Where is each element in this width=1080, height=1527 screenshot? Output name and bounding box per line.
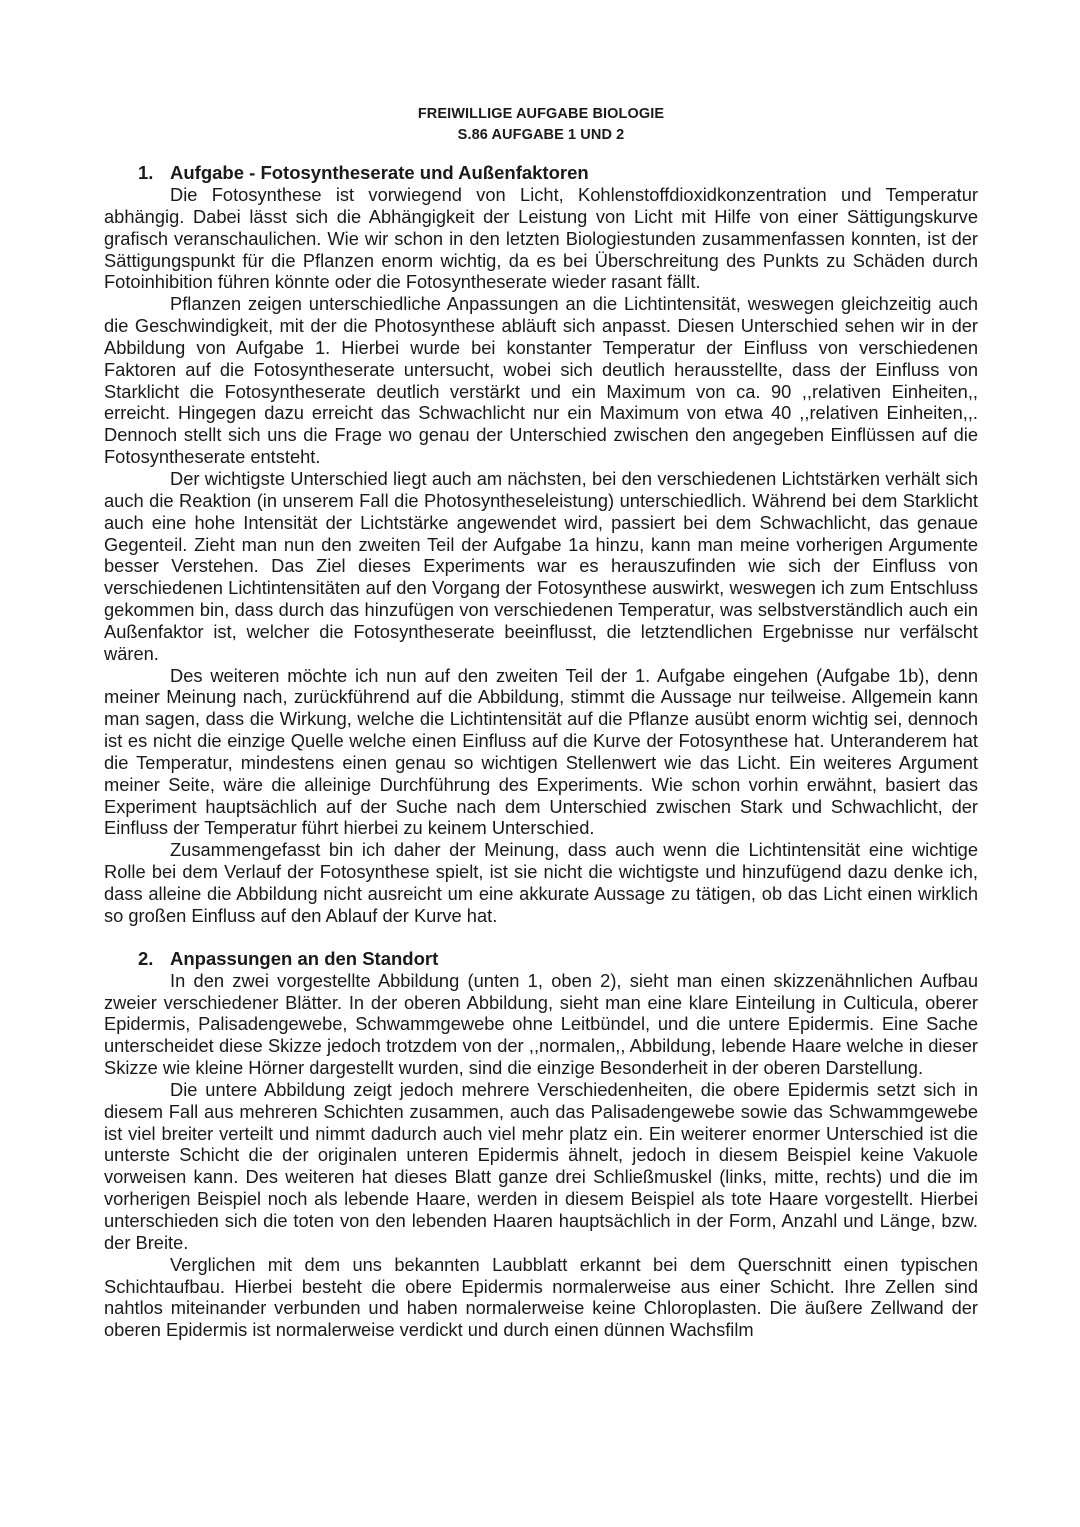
section-1-paragraph-3: Der wichtigste Unterschied liegt auch am nächsten, bei den verschiedenen Lichtstärken verhält sich auch die Reaktion (in unserem Fall die Photosyntheseleistung) unterschiedlich. Während bei dem Starklicht auch eine hohe Intensität der Lichtstärke angewendet wird, passiert bei dem Schwachlicht, das genaue Gegenteil. Zieht man nun den zweiten Teil der Aufgabe 1a hinzu, kann man meine vorherigen Argumente besser Verstehen. Das Ziel dieses Experiments war es herauszufinden wie sich der Einfluss von verschiedenen Lichtintensitäten auf den Vorgang der Fotosynthese auswirkt, weswegen ich zum Entschluss gekommen bin, dass durch das hinzufügen von verschiedenen Temperatur, was selbstverständlich auch ein Außenfaktor ist, welcher die Fotosyntheserate beeinflusst, die letztendlichen Ergebnisse nur verfälscht wären. [104,467,978,664]
section-2-heading [104,948,978,970]
section-1-paragraph-5: Zusammengefasst bin ich daher der Meinung, dass auch wenn die Lichtintensität eine wichtige Rolle bei dem Verlauf der Fotosynthese spielt, ist sie nicht die wichtigste und hinzufügend dazu denke ich, dass alleine die Abbildung nicht ausreicht um eine akkurate Aussage zu tätigen, ob das Licht einen wirklich so großen Einfluss auf den Ablauf der Kurve hat. [104,839,978,926]
document-page [104,104,978,1341]
section-1-paragraph-1: Die Fotosynthese ist vorwiegend von Licht, Kohlenstoffdioxidkonzentration und Temperatur abhängig. Dabei lässt sich die Abhängigkeit der Leistung von Licht mit Hilfe von einer Sättigungskurve grafisch veranschaulichen. Wie wir schon in den letzten Biologiestunden zusammenfassen konnten, ist der Sättigungspunkt für die Pflanzen enorm wichtig, da es bei Überschreitung des Punkts zu Schäden durch Fotoinhibition führen könnte oder die Fotosyntheserate wieder rasant fällt. [104,184,978,293]
section-2-paragraph-2: Die untere Abbildung zeigt jedoch mehrere Verschiedenheiten, die obere Epidermis setzt sich in diesem Fall aus mehreren Schichten zusammen, auch das Palisadengewebe sowie das Schwammgewebe ist viel breiter verteilt und nimmt dadurch auch viel mehr platz ein. Ein weiterer enormer Unterschied ist die unterste Schicht die der originalen unteren Epidermis ähnelt, jedoch in diesem Beispiel keine Vakuole vorweisen kann. Des weiteren hat dieses Blatt ganze drei Schließmuskel (links, mitte, rechts) und die im vorherigen Beispiel noch als lebende Haare, werden in diesem Beispiel als tote Haare vorgestellt. Hierbei unterschieden sich die toten von den lebenden Haaren hauptsächlich in der Form, Anzahl und Länge, bzw. der Breite. [104,1078,978,1253]
section-1-number: 1. [138,162,154,183]
section-1-paragraph-2: Pflanzen zeigen unterschiedliche Anpassungen an die Lichtintensität, weswegen gleichzeitig auch die Geschwindigkeit, mit der die Photosynthese abläuft sich anpasst. Diesen Unterschied sehen wir in der Abbildung von Aufgabe 1. Hierbei wurde bei konstanter Temperatur der Einfluss von verschiedenen Faktoren auf die Fotosyntheserate untersucht, wobei sich deutlich herausstellte, dass der Einfluss von Starklicht die Fotosyntheserate deutlich verstärkt und ein Maximum von ca. 90 ,,relativen Einheiten,, erreicht. Hingegen dazu erreicht das Schwachlicht nur ein Maximum von etwa 40 ,,relativen Einheiten,,. Dennoch stellt sich uns die Frage wo genau der Unterschied zwischen den angegeben Einflüssen auf die Fotosyntheserate entsteht. [104,293,978,468]
section-1-paragraph-4: Des weiteren möchte ich nun auf den zweiten Teil der 1. Aufgabe eingehen (Aufgabe 1b), denn meiner Meinung nach, zurückführend auf die Abbildung, stimmt die Aussage nur teilweise. Allgemein kann man sagen, dass die Wirkung, welche die Lichtintensität auf die Pflanze ausübt enorm wichtig sei, dennoch ist es nicht die einzige Quelle welche einen Einfluss auf die Kurve der Fotosynthese hat. Unteranderem hat die Temperatur, mindestens einen genau so wichtigen Stellenwert wie das Licht. Ein weiteres Argument meiner Seite, wäre die alleinige Durchführung des Experiments. Wie schon vorhin erwähnt, basiert das Experiment hauptsächlich auf der Suche nach dem Unterschied zwischen Stark und Schwachlicht, der Einfluss der Temperatur führt hierbei zu keinem Unterschied. [104,664,978,839]
title-line-1: FREIWILLIGE AUFGABE BIOLOGIE [417,106,665,122]
document-title [104,104,978,146]
section-2-number: 2. [138,947,154,969]
section-2 [104,948,978,1341]
section-2-title: Anpassungen an den Standort [170,947,439,969]
section-2-paragraph-1: In den zwei vorgestellte Abbildung (unten 1, oben 2), sieht man einen skizzenähnlichen Aufbau zweier verschiedener Blätter. In der oberen Abbildung, sieht man eine klare Einteilung in Culticula, oberer Epidermis, Palisadengewebe, Schwammgewebe ohne Leitbündel, und die untere Epidermis. Eine Sache unterscheidet diese Skizze jedoch trotzdem von der ,,normalen,, Abbildung, lebende Haare welche in dieser Skizze wie kleine Hörner dargestellt wurden, sind die einzige Besonderheit in der oberen Darstellung. [104,969,978,1079]
section-1-title: Aufgabe - Fotosyntheserate und Außenfaktoren [170,162,589,183]
title-line-2: S.86 AUFGABE 1 UND 2 [457,127,625,143]
section-1-heading [104,162,978,184]
section-1 [104,162,978,927]
section-2-paragraph-3: Verglichen mit dem uns bekannten Laubblatt erkannt bei dem Querschnitt einen typischen Schichtaufbau. Hierbei besteht die obere Epidermis normalerweise aus einer Schicht. Ihre Zellen sind nahtlos miteinander verbunden und haben normalerweise keine Chloroplasten. Die äußere Zellwand der oberen Epidermis ist normalerweise verdickt und durch einen dünnen Wachsfilm [104,1253,978,1341]
